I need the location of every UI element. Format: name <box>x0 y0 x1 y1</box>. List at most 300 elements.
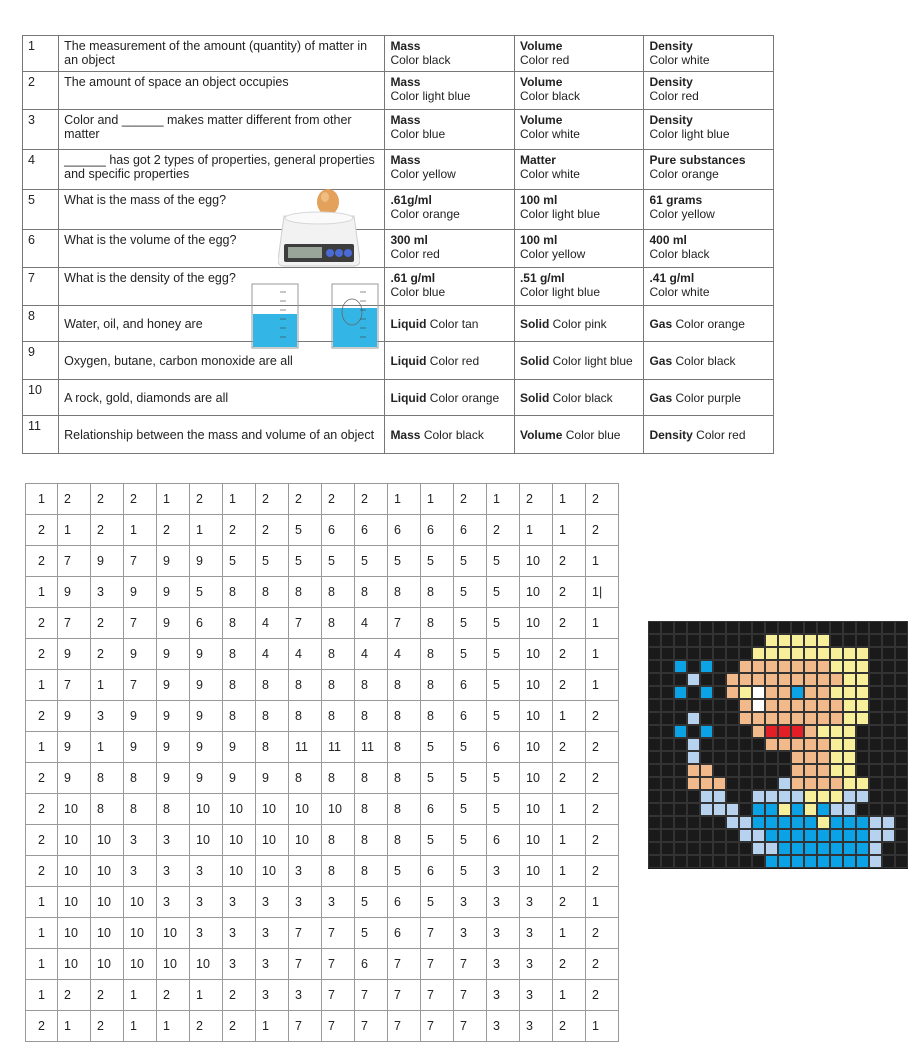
grid-cell[interactable]: 2 <box>26 639 58 670</box>
grid-cell[interactable]: 7 <box>124 546 157 577</box>
grid-cell[interactable]: 9 <box>124 732 157 763</box>
grid-cell[interactable]: 3 <box>124 825 157 856</box>
grid-cell[interactable]: 6 <box>421 515 454 546</box>
grid-cell[interactable]: 3 <box>124 856 157 887</box>
grid-cell[interactable]: 3 <box>520 887 553 918</box>
grid-cell[interactable]: 8 <box>256 577 289 608</box>
grid-cell[interactable]: 9 <box>256 763 289 794</box>
grid-cell[interactable]: 10 <box>58 887 91 918</box>
grid-cell[interactable]: 1 <box>124 980 157 1011</box>
grid-cell[interactable]: 10 <box>157 949 190 980</box>
grid-cell[interactable]: 8 <box>322 825 355 856</box>
grid-cell[interactable]: 3 <box>487 856 520 887</box>
grid-cell[interactable]: 10 <box>190 825 223 856</box>
grid-cell[interactable]: 2 <box>553 949 586 980</box>
grid-cell[interactable]: 8 <box>388 763 421 794</box>
grid-cell[interactable]: 2 <box>355 484 388 515</box>
grid-cell[interactable]: 10 <box>520 825 553 856</box>
grid-cell[interactable]: 1 <box>190 515 223 546</box>
grid-cell[interactable]: 8 <box>223 670 256 701</box>
grid-cell[interactable]: 8 <box>388 794 421 825</box>
grid-cell[interactable]: 5 <box>355 918 388 949</box>
grid-cell[interactable]: 2 <box>553 546 586 577</box>
grid-cell[interactable]: 1 <box>190 980 223 1011</box>
grid-cell[interactable]: 9 <box>157 577 190 608</box>
grid-cell[interactable]: 1 <box>553 701 586 732</box>
grid-cell[interactable]: 10 <box>520 763 553 794</box>
grid-cell[interactable]: 7 <box>388 608 421 639</box>
grid-cell[interactable]: 2 <box>91 1011 124 1042</box>
grid-cell[interactable]: 3 <box>520 918 553 949</box>
grid-cell[interactable]: 10 <box>91 825 124 856</box>
grid-cell[interactable]: 3 <box>190 887 223 918</box>
grid-cell[interactable]: 9 <box>157 546 190 577</box>
grid-cell[interactable]: 8 <box>256 701 289 732</box>
grid-cell[interactable]: 2 <box>26 608 58 639</box>
grid-cell[interactable]: 9 <box>190 639 223 670</box>
grid-cell[interactable]: 3 <box>289 980 322 1011</box>
grid-cell[interactable]: 10 <box>520 639 553 670</box>
grid-cell[interactable]: 3 <box>487 980 520 1011</box>
grid-cell[interactable]: 2 <box>91 980 124 1011</box>
grid-cell[interactable]: 10 <box>289 825 322 856</box>
grid-cell[interactable]: 9 <box>223 763 256 794</box>
grid-cell[interactable]: 8 <box>388 701 421 732</box>
grid-cell[interactable]: 7 <box>388 949 421 980</box>
grid-cell[interactable]: 2 <box>487 515 520 546</box>
grid-cell[interactable]: 1 <box>388 484 421 515</box>
grid-cell[interactable]: 10 <box>322 794 355 825</box>
grid-cell[interactable]: 10 <box>58 794 91 825</box>
grid-cell[interactable]: 2 <box>256 484 289 515</box>
grid-cell[interactable]: 3 <box>289 856 322 887</box>
grid-cell[interactable]: 8 <box>388 670 421 701</box>
grid-cell[interactable]: 8 <box>388 732 421 763</box>
grid-cell[interactable]: 2 <box>586 980 619 1011</box>
grid-cell[interactable]: 3 <box>157 856 190 887</box>
grid-cell[interactable]: 2 <box>26 794 58 825</box>
grid-cell[interactable]: 2 <box>289 484 322 515</box>
grid-cell[interactable]: 10 <box>58 856 91 887</box>
grid-cell[interactable]: 2 <box>553 887 586 918</box>
grid-cell[interactable]: 10 <box>223 856 256 887</box>
grid-cell[interactable]: 6 <box>487 732 520 763</box>
grid-cell[interactable]: 8 <box>421 577 454 608</box>
grid-cell[interactable]: 8 <box>322 639 355 670</box>
grid-cell[interactable]: 2 <box>553 577 586 608</box>
grid-cell[interactable]: 8 <box>421 670 454 701</box>
grid-cell[interactable]: 5 <box>454 546 487 577</box>
grid-cell[interactable]: 10 <box>157 918 190 949</box>
grid-cell[interactable]: 3 <box>487 949 520 980</box>
grid-cell[interactable]: 3 <box>190 918 223 949</box>
grid-cell[interactable]: 3 <box>487 887 520 918</box>
grid-cell[interactable]: 8 <box>256 670 289 701</box>
grid-cell[interactable]: 9 <box>58 763 91 794</box>
grid-cell[interactable]: 3 <box>256 949 289 980</box>
grid-cell[interactable]: 1 <box>586 670 619 701</box>
grid-cell[interactable]: 8 <box>322 608 355 639</box>
grid-cell[interactable]: 1 <box>26 577 58 608</box>
grid-cell[interactable]: 8 <box>124 794 157 825</box>
grid-cell[interactable]: 6 <box>454 701 487 732</box>
grid-cell[interactable]: 5 <box>454 763 487 794</box>
grid-cell[interactable]: 10 <box>58 825 91 856</box>
grid-cell[interactable]: 2 <box>586 763 619 794</box>
grid-cell[interactable]: 5 <box>487 701 520 732</box>
grid-cell[interactable]: 5 <box>487 577 520 608</box>
grid-cell[interactable]: 3 <box>454 887 487 918</box>
grid-cell[interactable]: 11 <box>322 732 355 763</box>
grid-cell[interactable]: 3 <box>256 918 289 949</box>
grid-cell[interactable]: 4 <box>256 608 289 639</box>
grid-cell[interactable]: 10 <box>520 701 553 732</box>
grid-cell[interactable]: 1 <box>586 608 619 639</box>
grid-cell[interactable]: 1 <box>553 856 586 887</box>
grid-cell[interactable]: 5 <box>322 546 355 577</box>
grid-cell[interactable]: 5 <box>421 732 454 763</box>
grid-cell[interactable]: 2 <box>190 484 223 515</box>
grid-cell[interactable]: 2 <box>223 980 256 1011</box>
grid-cell[interactable]: 2 <box>586 856 619 887</box>
grid-cell[interactable]: 10 <box>256 794 289 825</box>
grid-cell[interactable]: 1 <box>553 515 586 546</box>
grid-cell[interactable]: 5 <box>388 856 421 887</box>
grid-cell[interactable]: 8 <box>256 732 289 763</box>
grid-cell[interactable]: 5 <box>256 546 289 577</box>
grid-cell[interactable]: 1 <box>223 484 256 515</box>
grid-cell[interactable]: 10 <box>520 577 553 608</box>
grid-cell[interactable]: 1 <box>553 825 586 856</box>
grid-cell[interactable]: 9 <box>190 701 223 732</box>
grid-cell[interactable]: 10 <box>256 825 289 856</box>
grid-cell[interactable]: 7 <box>388 1011 421 1042</box>
grid-cell[interactable]: 6 <box>322 515 355 546</box>
grid-cell[interactable]: 8 <box>421 639 454 670</box>
grid-cell[interactable]: 1 <box>124 1011 157 1042</box>
grid-cell[interactable]: 6 <box>454 515 487 546</box>
grid-cell[interactable]: 8 <box>355 577 388 608</box>
grid-cell[interactable]: 2 <box>553 763 586 794</box>
grid-cell[interactable]: 2 <box>58 980 91 1011</box>
grid-cell[interactable]: 8 <box>388 577 421 608</box>
grid-cell[interactable]: 1 <box>26 887 58 918</box>
grid-cell[interactable]: 10 <box>289 794 322 825</box>
grid-cell[interactable]: 1 <box>58 1011 91 1042</box>
grid-cell[interactable]: 9 <box>58 701 91 732</box>
grid-cell[interactable]: 5 <box>487 608 520 639</box>
grid-cell[interactable]: 8 <box>355 856 388 887</box>
grid-cell[interactable]: 1 <box>586 546 619 577</box>
grid-cell[interactable]: 1 <box>124 515 157 546</box>
grid-cell[interactable]: 7 <box>289 608 322 639</box>
grid-cell[interactable]: 2 <box>58 484 91 515</box>
grid-cell[interactable]: 9 <box>124 701 157 732</box>
grid-cell[interactable]: 7 <box>454 980 487 1011</box>
grid-cell[interactable]: 5 <box>355 546 388 577</box>
grid-cell[interactable]: 9 <box>157 670 190 701</box>
grid-cell[interactable]: 8 <box>355 825 388 856</box>
grid-cell[interactable]: 3 <box>322 887 355 918</box>
grid-cell[interactable]: 6 <box>355 515 388 546</box>
grid-cell[interactable]: 10 <box>520 732 553 763</box>
grid-cell[interactable]: 8 <box>223 577 256 608</box>
grid-cell[interactable]: 7 <box>58 546 91 577</box>
grid-cell[interactable]: 6 <box>421 856 454 887</box>
grid-cell[interactable]: 5 <box>289 515 322 546</box>
grid-cell[interactable]: 11 <box>355 732 388 763</box>
grid-cell[interactable]: 3 <box>487 918 520 949</box>
grid-cell[interactable]: 10 <box>520 794 553 825</box>
grid-cell[interactable]: 8 <box>289 670 322 701</box>
grid-cell[interactable]: 3 <box>223 887 256 918</box>
grid-cell[interactable]: 5 <box>355 887 388 918</box>
grid-cell[interactable]: 7 <box>355 980 388 1011</box>
grid-cell[interactable]: 6 <box>388 918 421 949</box>
grid-cell[interactable]: 2 <box>586 825 619 856</box>
grid-cell[interactable]: 9 <box>157 639 190 670</box>
grid-cell[interactable]: 6 <box>388 887 421 918</box>
grid-cell[interactable]: 8 <box>355 670 388 701</box>
grid-cell[interactable]: 7 <box>421 949 454 980</box>
grid-cell[interactable]: 7 <box>421 980 454 1011</box>
grid-cell[interactable]: 8 <box>223 701 256 732</box>
grid-cell[interactable]: 8 <box>157 794 190 825</box>
grid-cell[interactable]: 8 <box>289 763 322 794</box>
grid-cell[interactable]: 9 <box>58 732 91 763</box>
grid-cell[interactable]: 7 <box>289 949 322 980</box>
grid-cell[interactable]: 3 <box>520 1011 553 1042</box>
grid-cell[interactable]: 2 <box>553 639 586 670</box>
grid-cell[interactable]: 1 <box>26 670 58 701</box>
grid-cell[interactable]: 1 <box>586 887 619 918</box>
grid-cell[interactable]: 3 <box>256 980 289 1011</box>
grid-cell[interactable]: 2 <box>91 515 124 546</box>
grid-cell[interactable]: 1 <box>487 484 520 515</box>
grid-cell[interactable]: 5 <box>454 794 487 825</box>
grid-cell[interactable]: 2 <box>586 484 619 515</box>
grid-cell[interactable]: 7 <box>322 918 355 949</box>
grid-cell[interactable]: 2 <box>26 546 58 577</box>
grid-cell[interactable]: 5 <box>487 639 520 670</box>
grid-cell[interactable]: 9 <box>91 546 124 577</box>
grid-cell[interactable]: 3 <box>487 1011 520 1042</box>
grid-cell[interactable]: 9 <box>58 577 91 608</box>
grid-cell[interactable]: 5 <box>421 825 454 856</box>
grid-cell[interactable]: 8 <box>289 701 322 732</box>
grid-cell[interactable]: 2 <box>586 794 619 825</box>
grid-cell[interactable]: 9 <box>157 608 190 639</box>
grid-cell[interactable]: 8 <box>223 639 256 670</box>
grid-cell[interactable]: 8 <box>355 794 388 825</box>
grid-cell[interactable]: 5 <box>487 546 520 577</box>
grid-cell[interactable]: 2 <box>157 515 190 546</box>
grid-cell[interactable]: 5 <box>487 670 520 701</box>
grid-cell[interactable]: 2 <box>91 608 124 639</box>
grid-cell[interactable]: 7 <box>454 1011 487 1042</box>
grid-cell[interactable]: 2 <box>256 515 289 546</box>
grid-cell[interactable]: 7 <box>421 1011 454 1042</box>
grid-cell[interactable]: 10 <box>124 918 157 949</box>
grid-cell[interactable]: 10 <box>520 608 553 639</box>
grid-cell[interactable]: 9 <box>190 670 223 701</box>
grid-cell[interactable]: 1 <box>26 918 58 949</box>
grid-cell[interactable]: 8 <box>289 577 322 608</box>
grid-cell[interactable]: 7 <box>289 1011 322 1042</box>
grid-cell[interactable]: 8 <box>322 763 355 794</box>
grid-cell[interactable]: 1 <box>58 515 91 546</box>
grid-cell[interactable]: 7 <box>58 608 91 639</box>
grid-cell[interactable]: 2 <box>26 515 58 546</box>
grid-cell[interactable]: 2 <box>223 515 256 546</box>
grid-cell[interactable]: 2 <box>26 825 58 856</box>
grid-cell[interactable]: 5 <box>421 763 454 794</box>
grid-cell[interactable]: 5 <box>421 546 454 577</box>
grid-cell[interactable]: 1 <box>553 918 586 949</box>
grid-cell[interactable]: 5 <box>454 639 487 670</box>
grid-cell[interactable]: 2 <box>586 732 619 763</box>
grid-cell[interactable]: 1 <box>256 1011 289 1042</box>
grid-cell[interactable]: 7 <box>388 980 421 1011</box>
grid-cell[interactable]: 10 <box>520 856 553 887</box>
grid-cell[interactable]: 4 <box>256 639 289 670</box>
grid-cell[interactable]: 9 <box>157 701 190 732</box>
grid-cell[interactable]: 2 <box>91 639 124 670</box>
grid-cell[interactable]: 1 <box>421 484 454 515</box>
grid-cell[interactable]: 8 <box>322 577 355 608</box>
grid-cell[interactable]: 2 <box>91 484 124 515</box>
grid-cell[interactable]: 3 <box>223 918 256 949</box>
grid-cell[interactable]: 4 <box>355 639 388 670</box>
grid-cell[interactable]: 6 <box>355 949 388 980</box>
grid-cell[interactable]: 10 <box>124 887 157 918</box>
grid-cell[interactable]: 8 <box>421 608 454 639</box>
grid-cell[interactable]: 5 <box>454 577 487 608</box>
grid-cell[interactable]: 8 <box>124 763 157 794</box>
grid-cell[interactable]: 5 <box>421 887 454 918</box>
grid-cell[interactable]: 4 <box>388 639 421 670</box>
grid-cell[interactable]: 5 <box>487 763 520 794</box>
grid-cell[interactable]: 2 <box>553 608 586 639</box>
grid-cell[interactable]: 8 <box>91 763 124 794</box>
grid-cell[interactable]: 6 <box>454 670 487 701</box>
grid-cell[interactable]: 1| <box>586 577 619 608</box>
grid-cell[interactable]: 7 <box>322 980 355 1011</box>
grid-cell[interactable]: 2 <box>26 1011 58 1042</box>
grid-cell[interactable]: 10 <box>58 949 91 980</box>
grid-cell[interactable]: 3 <box>256 887 289 918</box>
grid-cell[interactable]: 5 <box>223 546 256 577</box>
grid-cell[interactable]: 10 <box>124 949 157 980</box>
grid-cell[interactable]: 2 <box>454 484 487 515</box>
grid-cell[interactable]: 10 <box>256 856 289 887</box>
grid-cell[interactable]: 5 <box>454 825 487 856</box>
grid-cell[interactable]: 3 <box>157 887 190 918</box>
grid-cell[interactable]: 5 <box>454 732 487 763</box>
grid-cell[interactable]: 10 <box>91 918 124 949</box>
grid-cell[interactable]: 10 <box>223 825 256 856</box>
grid-cell[interactable]: 9 <box>124 639 157 670</box>
grid-cell[interactable]: 3 <box>520 949 553 980</box>
grid-cell[interactable]: 2 <box>124 484 157 515</box>
grid-cell[interactable]: 3 <box>520 980 553 1011</box>
grid-cell[interactable]: 8 <box>322 670 355 701</box>
grid-cell[interactable]: 9 <box>223 732 256 763</box>
grid-cell[interactable]: 1 <box>26 980 58 1011</box>
grid-cell[interactable]: 11 <box>289 732 322 763</box>
grid-cell[interactable]: 5 <box>487 794 520 825</box>
grid-cell[interactable]: 1 <box>157 484 190 515</box>
grid-cell[interactable]: 8 <box>91 794 124 825</box>
grid-cell[interactable]: 10 <box>190 794 223 825</box>
grid-cell[interactable]: 3 <box>454 918 487 949</box>
grid-cell[interactable]: 3 <box>190 856 223 887</box>
grid-cell[interactable]: 9 <box>157 763 190 794</box>
grid-cell[interactable]: 7 <box>322 1011 355 1042</box>
grid-cell[interactable]: 1 <box>553 980 586 1011</box>
grid-cell[interactable]: 3 <box>289 887 322 918</box>
grid-cell[interactable]: 3 <box>223 949 256 980</box>
grid-cell[interactable]: 5 <box>289 546 322 577</box>
grid-cell[interactable]: 1 <box>586 639 619 670</box>
grid-cell[interactable]: 2 <box>26 856 58 887</box>
grid-cell[interactable]: 2 <box>520 484 553 515</box>
grid-cell[interactable]: 7 <box>58 670 91 701</box>
grid-cell[interactable]: 1 <box>553 484 586 515</box>
grid-cell[interactable]: 10 <box>190 949 223 980</box>
grid-cell[interactable]: 6 <box>388 515 421 546</box>
grid-cell[interactable]: 2 <box>190 1011 223 1042</box>
grid-cell[interactable]: 7 <box>355 1011 388 1042</box>
grid-cell[interactable]: 2 <box>586 918 619 949</box>
grid-cell[interactable]: 2 <box>586 701 619 732</box>
grid-cell[interactable]: 9 <box>190 763 223 794</box>
grid-cell[interactable]: 2 <box>322 484 355 515</box>
grid-cell[interactable]: 7 <box>124 608 157 639</box>
grid-cell[interactable]: 3 <box>91 577 124 608</box>
grid-cell[interactable]: 1 <box>26 484 58 515</box>
grid-cell[interactable]: 3 <box>157 825 190 856</box>
grid-cell[interactable]: 9 <box>58 639 91 670</box>
grid-cell[interactable]: 10 <box>520 546 553 577</box>
grid-cell[interactable]: 9 <box>157 732 190 763</box>
grid-cell[interactable]: 1 <box>26 949 58 980</box>
grid-cell[interactable]: 8 <box>223 608 256 639</box>
grid-cell[interactable]: 2 <box>553 670 586 701</box>
grid-cell[interactable]: 7 <box>454 949 487 980</box>
grid-cell[interactable]: 6 <box>421 794 454 825</box>
grid-cell[interactable]: 5 <box>454 856 487 887</box>
grid-cell[interactable]: 2 <box>223 1011 256 1042</box>
grid-cell[interactable]: 7 <box>124 670 157 701</box>
grid-cell[interactable]: 7 <box>421 918 454 949</box>
grid-cell[interactable]: 4 <box>355 608 388 639</box>
grid-cell[interactable]: 2 <box>157 980 190 1011</box>
grid-cell[interactable]: 1 <box>91 732 124 763</box>
grid-cell[interactable]: 1 <box>91 670 124 701</box>
grid-cell[interactable]: 1 <box>586 1011 619 1042</box>
grid-cell[interactable]: 1 <box>157 1011 190 1042</box>
grid-cell[interactable]: 10 <box>91 856 124 887</box>
grid-cell[interactable]: 8 <box>388 825 421 856</box>
grid-cell[interactable]: 6 <box>487 825 520 856</box>
grid-cell[interactable]: 5 <box>190 577 223 608</box>
grid-cell[interactable]: 7 <box>289 918 322 949</box>
grid-cell[interactable]: 2 <box>586 949 619 980</box>
grid-cell[interactable]: 10 <box>223 794 256 825</box>
grid-cell[interactable]: 2 <box>26 763 58 794</box>
grid-cell[interactable]: 3 <box>91 701 124 732</box>
